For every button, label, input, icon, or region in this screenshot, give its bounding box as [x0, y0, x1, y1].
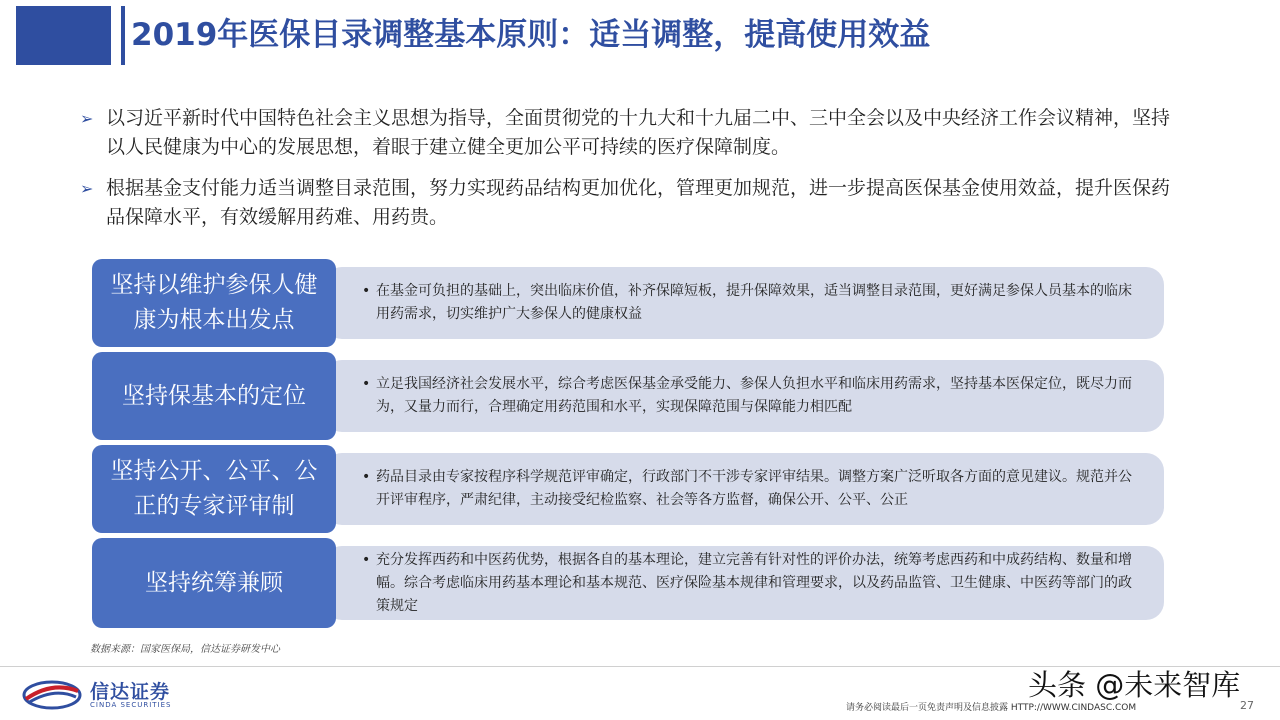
bullet-dot-icon: •	[362, 469, 371, 485]
data-source-note: 数据来源：国家医保局，信达证券研发中心	[90, 644, 280, 655]
principle-label: 坚持保基本的定位	[92, 352, 336, 440]
title-accent-square	[16, 6, 111, 65]
principle-description	[362, 538, 1134, 628]
principle-row	[92, 259, 1164, 347]
watermark-text: 头条 @未来智库	[1028, 668, 1241, 702]
intro-bullet	[80, 104, 1180, 162]
bullet-dot-icon: •	[362, 551, 371, 568]
intro-bullet	[80, 174, 1180, 232]
principle-label: 坚持公开、公平、公正的专家评审制	[92, 445, 336, 533]
page-number: 27	[1240, 699, 1254, 712]
title-accent-bar	[121, 6, 125, 65]
principle-label: 坚持以维护参保人健康为根本出发点	[92, 259, 336, 347]
principles-list	[92, 259, 1164, 633]
principle-description	[362, 352, 1134, 440]
cinda-logo-icon	[20, 677, 84, 713]
principle-row	[92, 538, 1164, 628]
principle-label: 坚持统筹兼顾	[92, 538, 336, 628]
principle-text: 立足我国经济社会发展水平，综合考虑医保基金承受能力、参保人负担水平和临床用药需求，坚持基本医保定位，既尽力而为，又量力而行，合理确定用药范围和水平，实现保障范围与保障能力相匹配	[376, 376, 1132, 415]
principle-text: 药品目录由专家按程序科学规范评审确定，行政部门不干涉专家评审结果。调整方案广泛听取各方面的意见建议。规范并公开评审程序，严肃纪律，主动接受纪检监察、社会等各方监督，确保公开、公平、公正	[376, 469, 1132, 508]
principle-description	[362, 445, 1134, 533]
cinda-logo	[20, 677, 220, 717]
principle-row	[92, 352, 1164, 440]
principle-text: 充分发挥西药和中医药优势，根据各自的基本理论，建立完善有针对性的评价办法，统筹考虑西药和中成药结构、数量和增幅。综合考虑临床用药基本理论和基本规范、医疗保险基本规律和管理要求，以及药品监管、卫生健康、中医药等部门的政策规定	[376, 551, 1132, 614]
principle-row	[92, 445, 1164, 533]
logo-name-en: CINDA SECURITIES	[90, 701, 172, 709]
page-title: 2019年医保目录调整基本原则：适当调整，提高使用效益	[131, 17, 931, 53]
intro-bullet-text: 以习近平新时代中国特色社会主义思想为指导，全面贯彻党的十九大和十九届二中、三中全会以及中央经济工作会议精神，坚持以人民健康为中心的发展思想，着眼于建立健全更加公平可持续的医疗保障制度。	[106, 107, 1171, 158]
bullet-dot-icon: •	[362, 283, 371, 299]
principle-description	[362, 259, 1134, 347]
intro-bullets	[80, 104, 1180, 244]
disclaimer-link[interactable]: 请务必阅读最后一页免责声明及信息披露 HTTP://WWW.CINDASC.COM	[846, 703, 1137, 713]
principle-text: 在基金可负担的基础上，突出临床价值，补齐保障短板，提升保障效果，适当调整目录范围，更好满足参保人员基本的临床用药需求，切实维护广大参保人的健康权益	[376, 283, 1132, 322]
arrow-bullet-icon: ➢	[80, 179, 94, 198]
logo-name-zh: 信达证券	[90, 681, 171, 703]
arrow-bullet-icon: ➢	[80, 109, 94, 128]
intro-bullet-text: 根据基金支付能力适当调整目录范围，努力实现药品结构更加优化，管理更加规范，进一步提高医保基金使用效益，提升医保药品保障水平，有效缓解用药难、用药贵。	[106, 177, 1171, 228]
bullet-dot-icon: •	[362, 376, 371, 392]
